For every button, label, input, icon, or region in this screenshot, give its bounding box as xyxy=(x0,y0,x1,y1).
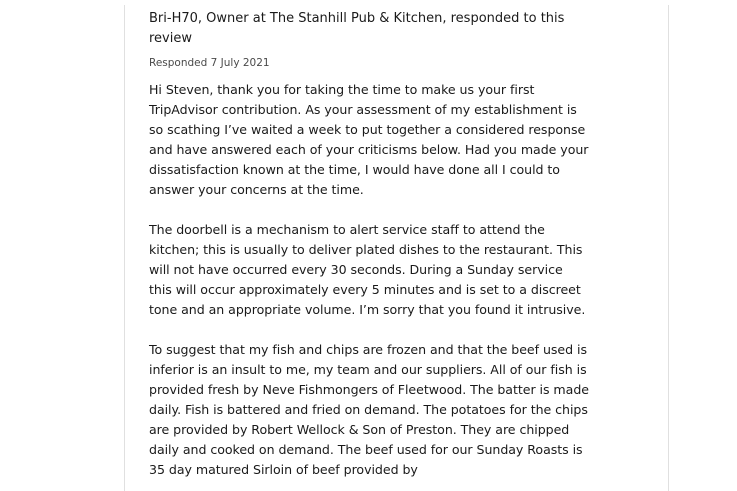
responder-line: Bri-H70, Owner at The Stanhill Pub & Kitchen, responded to this review xyxy=(149,11,565,46)
response-paragraph: Hi Steven, thank you for taking the time to make us your first TripAdvisor contribution. As your assessment of my establishment is so scathing I’ve waited a week to put together a considered response and have answered each of your criticisms below. Had you made your dissatisfaction known at the time, I would have done all I could to answer your concerns at the time. xyxy=(149,82,589,197)
response-paragraph: The doorbell is a mechanism to alert service staff to attend the kitchen; this is usually to deliver plated dishes to the restaurant. This will not have occurred every 30 seconds. During a Sunday service this will occur approximately every 5 minutes and is set to a discreet tone and an appropriate volume. I’m sorry that you found it intrusive. xyxy=(149,222,586,317)
responded-date: Responded 7 July 2021 xyxy=(149,57,270,69)
owner-response-body xyxy=(149,9,589,491)
owner-response-card xyxy=(124,5,669,491)
response-paragraph: To suggest that my fish and chips are frozen and that the beef used is inferior is an insult to me, my team and our suppliers. All of our fish is provided fresh by Neve Fishmongers of Fleetwood. The batter is made daily. Fish is battered and fried on demand. The potatoes for the chips are provided by Robert Wellock & Son of Preston. They are chipped daily and cooked on demand. The beef used for our Sunday Roasts is 35 day matured Sirloin of beef provided by xyxy=(149,342,589,477)
